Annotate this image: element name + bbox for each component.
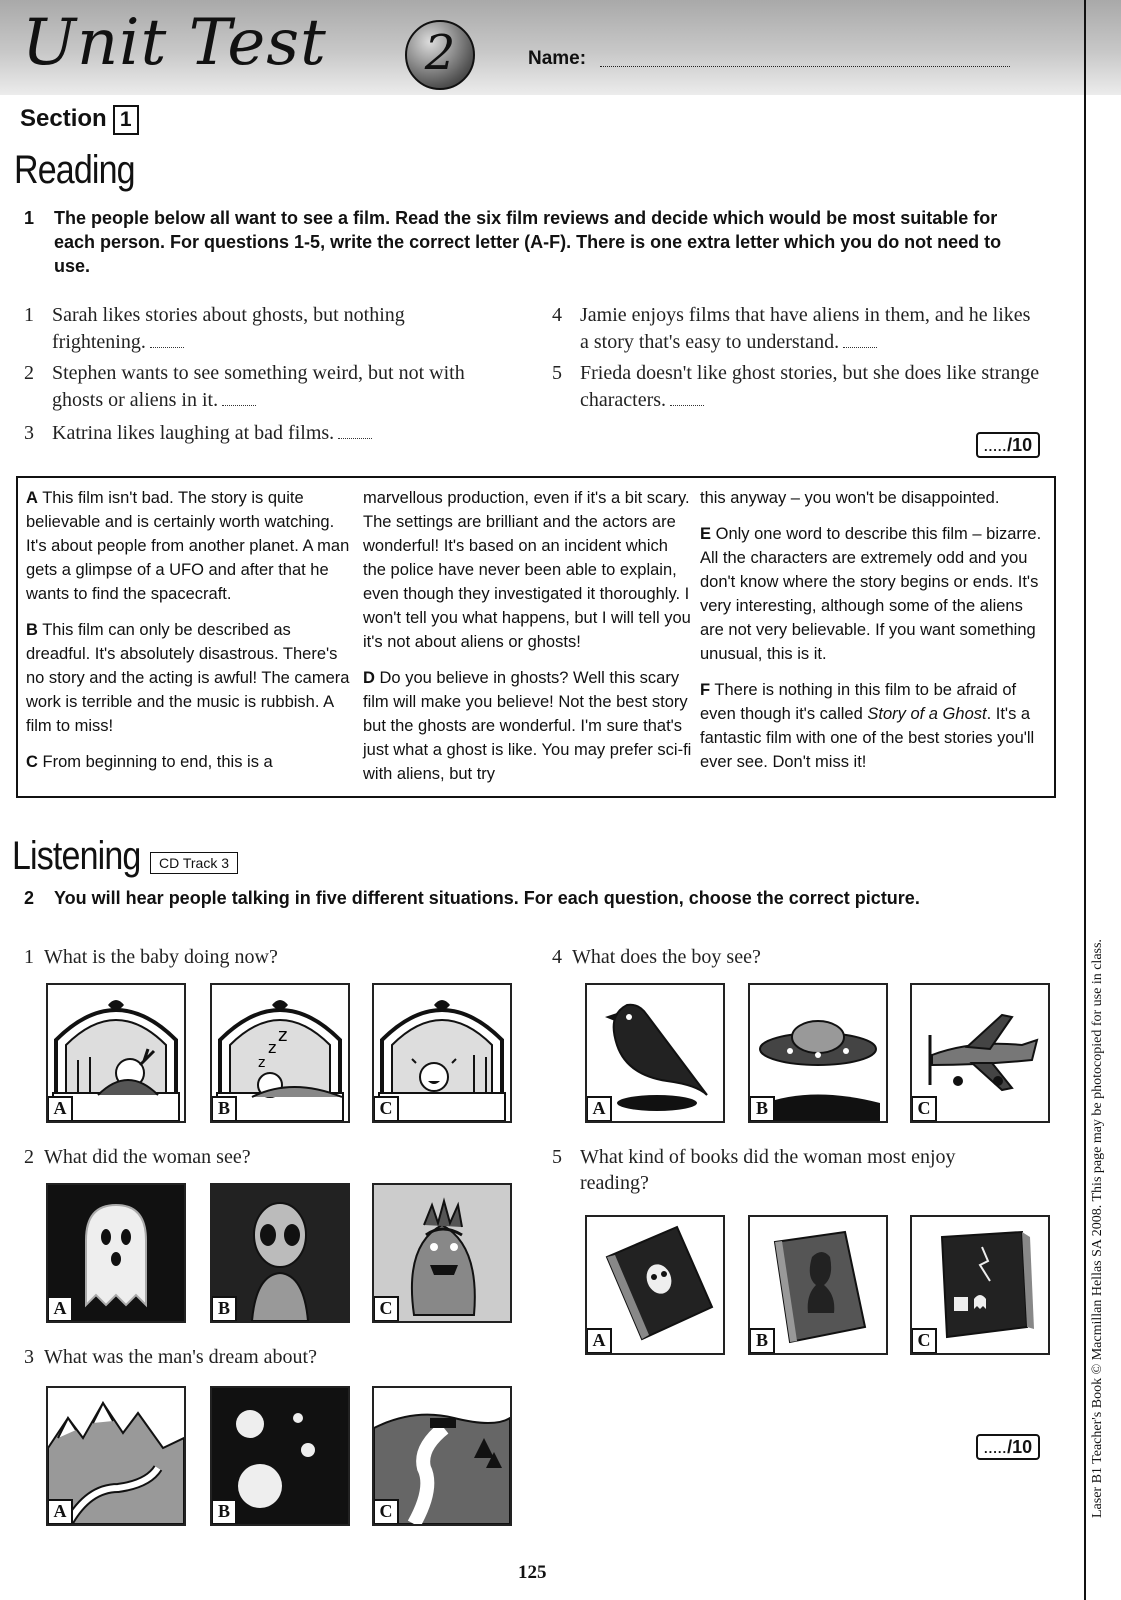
margin-rule — [1084, 0, 1086, 1600]
section-number: 1 — [113, 105, 139, 135]
listening-question-4 — [552, 944, 761, 970]
section-label: Section — [20, 105, 107, 132]
answer-blank[interactable] — [150, 347, 184, 348]
option-5b[interactable] — [748, 1215, 888, 1355]
svg-text:z: z — [268, 1038, 277, 1057]
listening-question-3 — [24, 1344, 317, 1370]
question-text: What kind of books did the woman most enjoy reading? — [580, 1146, 956, 1194]
review-a — [26, 486, 356, 606]
question-text: What did the woman see? — [44, 1146, 251, 1168]
option-3b[interactable] — [210, 1386, 350, 1526]
name-label: Name: — [528, 48, 587, 69]
question-text: Katrina likes laughing at bad films. — [52, 422, 335, 444]
review-f — [700, 678, 1045, 774]
review-text: This film can only be described as dreadful. It's absolutely disastrous. There's no story and the acting is awful! The camera work is terrible and the music is rubbish. A film to miss! — [26, 621, 350, 735]
instruction-text: You will hear people talking in five different situations. For each question, choose the correct picture. — [54, 888, 920, 908]
option-label: B — [211, 1096, 237, 1122]
option-2b[interactable] — [210, 1183, 350, 1323]
option-label: B — [211, 1296, 237, 1322]
option-label: B — [211, 1499, 237, 1525]
listening-score-box — [976, 1434, 1040, 1460]
score-dots: ..... — [984, 1441, 1008, 1456]
question-number: 2 — [24, 362, 34, 384]
option-2c[interactable] — [372, 1183, 512, 1323]
question-number: 4 — [552, 946, 562, 968]
reading-heading: Reading — [14, 148, 135, 192]
review-letter: E — [700, 525, 712, 543]
option-1b[interactable] — [210, 983, 350, 1123]
option-2a[interactable] — [46, 1183, 186, 1323]
review-letter: C — [26, 753, 38, 771]
question-number: 1 — [24, 946, 34, 968]
unit-number-badge: 2 — [405, 20, 475, 90]
question-number: 4 — [552, 304, 562, 326]
listening-question-1 — [24, 944, 278, 970]
option-label: A — [47, 1096, 73, 1122]
option-3c[interactable] — [372, 1386, 512, 1526]
question-text: Jamie enjoys films that have aliens in them, and he likes a story that's easy to understand. — [580, 304, 1031, 353]
score-total: /10 — [1007, 1437, 1033, 1457]
option-3a[interactable] — [46, 1386, 186, 1526]
review-letter: D — [363, 669, 375, 687]
option-label: C — [373, 1296, 399, 1322]
option-label: C — [373, 1499, 399, 1525]
review-b — [26, 618, 356, 738]
answer-blank[interactable] — [670, 405, 704, 406]
track-label-wrap — [150, 852, 238, 874]
option-4a[interactable] — [585, 983, 725, 1123]
option-5a[interactable] — [585, 1215, 725, 1355]
question-text: Frieda doesn't like ghost stories, but she does like strange characters. — [580, 362, 1040, 411]
instruction-number: 1 — [24, 208, 35, 228]
option-4c[interactable] — [910, 983, 1050, 1123]
answer-blank[interactable] — [338, 438, 372, 439]
instruction-number: 2 — [24, 888, 35, 908]
question-text: What does the boy see? — [572, 946, 761, 968]
review-e — [700, 522, 1045, 666]
option-5c[interactable] — [910, 1215, 1050, 1355]
option-label: A — [586, 1096, 612, 1122]
score-dots: ..... — [984, 439, 1008, 454]
unit-title: Unit Test — [22, 6, 327, 80]
option-label: C — [373, 1096, 399, 1122]
question-text: Stephen wants to see something weird, but not with ghosts or aliens in it. — [52, 362, 465, 411]
svg-text:z: z — [258, 1055, 266, 1071]
option-1c[interactable] — [372, 983, 512, 1123]
reading-instruction — [24, 206, 1034, 282]
question-number: 5 — [552, 1146, 562, 1168]
option-label: C — [911, 1328, 937, 1354]
review-c-start — [26, 750, 356, 774]
svg-text:z: z — [278, 1025, 288, 1046]
review-letter: A — [26, 489, 38, 507]
review-letter: F — [700, 681, 711, 699]
question-number: 3 — [24, 422, 34, 444]
review-text: this anyway – you won't be disappointed. — [700, 489, 1000, 507]
section-heading — [20, 105, 139, 135]
review-text: . It's a fantastic film with one of the best stories you'll ever see. Don't miss it! — [700, 705, 1035, 771]
question-text: What was the man's dream about? — [44, 1346, 317, 1368]
option-label: B — [749, 1096, 775, 1122]
question-text: What is the baby doing now? — [44, 946, 278, 968]
review-d — [363, 666, 693, 786]
review-text: From beginning to end, this is a — [42, 753, 273, 771]
review-text: Do you believe in ghosts? Well this scary film will make you believe! Not the best story but the ghosts are wonderful. I'm sure that's just what a ghost is like. You may prefer sci-fi with aliens, but try — [363, 669, 692, 783]
answer-blank[interactable] — [222, 405, 256, 406]
reading-score-box — [976, 432, 1040, 458]
reviews-column-3 — [700, 486, 1045, 786]
score-total: /10 — [1007, 435, 1033, 455]
cd-track-label: CD Track 3 — [150, 852, 238, 874]
question-number: 1 — [24, 304, 34, 326]
film-reviews-box — [16, 476, 1056, 798]
review-text: Only one word to describe this film – bizarre. All the characters are extremely odd and you don't know where the story begins or ends. It's very interesting, although some of the aliens are not very believable. If you want something unusual, this is it. — [700, 525, 1042, 663]
page-number: 125 — [518, 1562, 547, 1583]
instruction-text: The people below all want to see a film. Read the six film reviews and decide which would be most suitable for each person. For questions 1-5, write the correct letter (A-F). There is one extra letter which you do not need to use. — [54, 208, 1002, 276]
listening-heading — [12, 834, 140, 879]
option-label: A — [586, 1328, 612, 1354]
option-label: B — [749, 1328, 775, 1354]
reviews-column-1 — [26, 486, 356, 786]
question-number: 3 — [24, 1346, 34, 1368]
answer-blank[interactable] — [843, 347, 877, 348]
review-text: There is nothing in this film to be afraid of even though it's called — [700, 681, 1017, 723]
review-c-cont — [363, 486, 693, 654]
option-label: A — [47, 1499, 73, 1525]
option-label: A — [47, 1296, 73, 1322]
name-field[interactable] — [600, 66, 1010, 67]
review-text: This film isn't bad. The story is quite believable and is certainly worth watching. It's about people from another planet. A man gets a glimpse of a UFO and after that he wants to find the spacecraft. — [26, 489, 350, 603]
review-text: marvellous production, even if it's a bit scary. The settings are brilliant and the actors are wonderful! It's based on an incident which the police have never been able to explain, even though they investigated it thoroughly. I won't tell you what happens, but I will tell you it's not about aliens or ghosts! — [363, 489, 691, 651]
option-label: C — [911, 1096, 937, 1122]
copyright-notice: Laser B1 Teacher's Book © Macmillan Hellas SA 2008. This page may be photocopied for use in class. — [1090, 939, 1105, 1518]
option-1a[interactable] — [46, 983, 186, 1123]
review-letter: B — [26, 621, 38, 639]
listening-title: Listening — [12, 834, 141, 878]
question-number: 5 — [552, 362, 562, 384]
review-d-cont — [700, 486, 1045, 510]
listening-instruction — [24, 886, 1034, 936]
film-title: Story of a Ghost — [867, 705, 987, 723]
question-text: Sarah likes stories about ghosts, but nothing frightening. — [52, 304, 405, 353]
reviews-column-2 — [363, 486, 693, 798]
listening-question-2 — [24, 1144, 251, 1170]
option-4b[interactable] — [748, 983, 888, 1123]
question-number: 2 — [24, 1146, 34, 1168]
